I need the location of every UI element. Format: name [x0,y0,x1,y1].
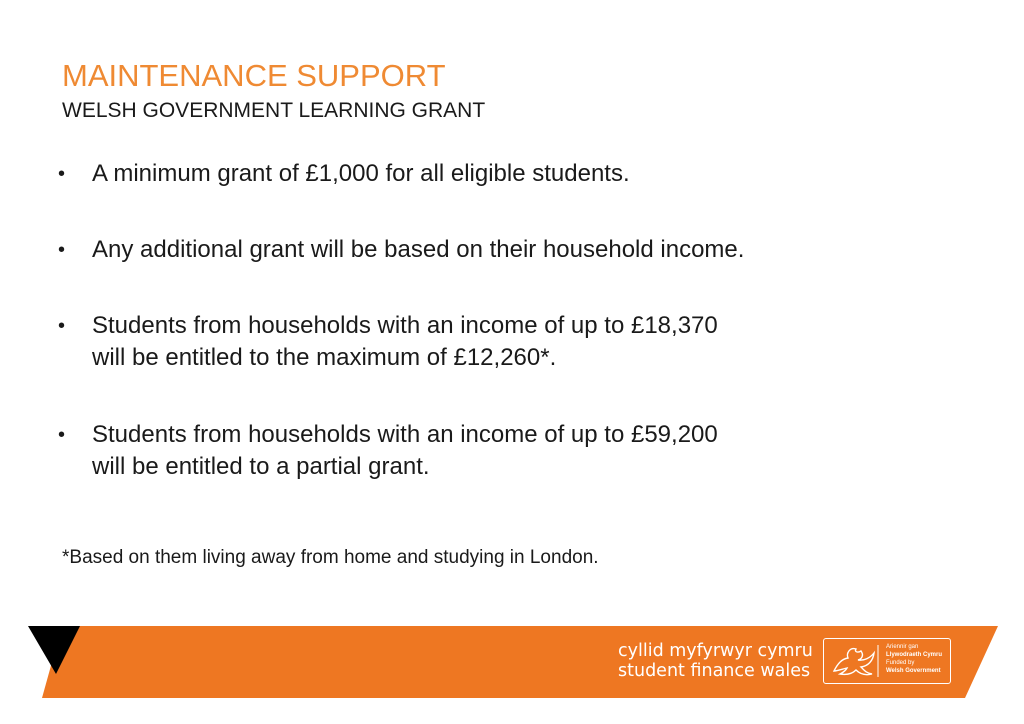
gov-line: Ariennir gan [886,644,919,650]
bullet-text-line-1: Students from households with an income of up to £59,200 [92,421,718,448]
brand-english: student finance wales [618,661,811,681]
bullet-icon: • [58,163,66,185]
bullet-text-line-1: Students from households with an income of up to £18,370 [92,312,718,339]
dragon-icon [828,641,880,681]
bullet-icon: • [58,424,66,446]
brand-welsh: cyllid myfyrwyr cymru [618,641,813,661]
bullet-icon: • [58,315,66,337]
bullet-text: A minimum grant of £1,000 for all eligible students. [92,160,630,187]
bullet-text: Any additional grant will be based on their household income. [92,236,745,263]
gov-line: Funded by [886,660,915,666]
bullet-item [58,310,958,374]
page-subtitle: WELSH GOVERNMENT LEARNING GRANT [62,99,486,122]
gov-line: Llywodraeth Cymru [886,652,943,658]
bullet-item [58,158,958,190]
bullet-text-line-2: will be entitled to a partial grant. [92,453,430,480]
page-title: MAINTENANCE SUPPORT [62,58,446,93]
student-finance-wales-logo [618,641,813,681]
bullet-list [58,158,958,483]
footnote: *Based on them living away from home and studying in London. [62,547,599,568]
gov-line: Welsh Government [886,668,941,674]
bullet-item [58,419,958,483]
bullet-text-line-2: will be entitled to the maximum of £12,260*. [92,344,557,371]
gov-funding-text [886,643,942,675]
bullet-icon: • [58,239,66,261]
bullet-item [58,234,958,266]
